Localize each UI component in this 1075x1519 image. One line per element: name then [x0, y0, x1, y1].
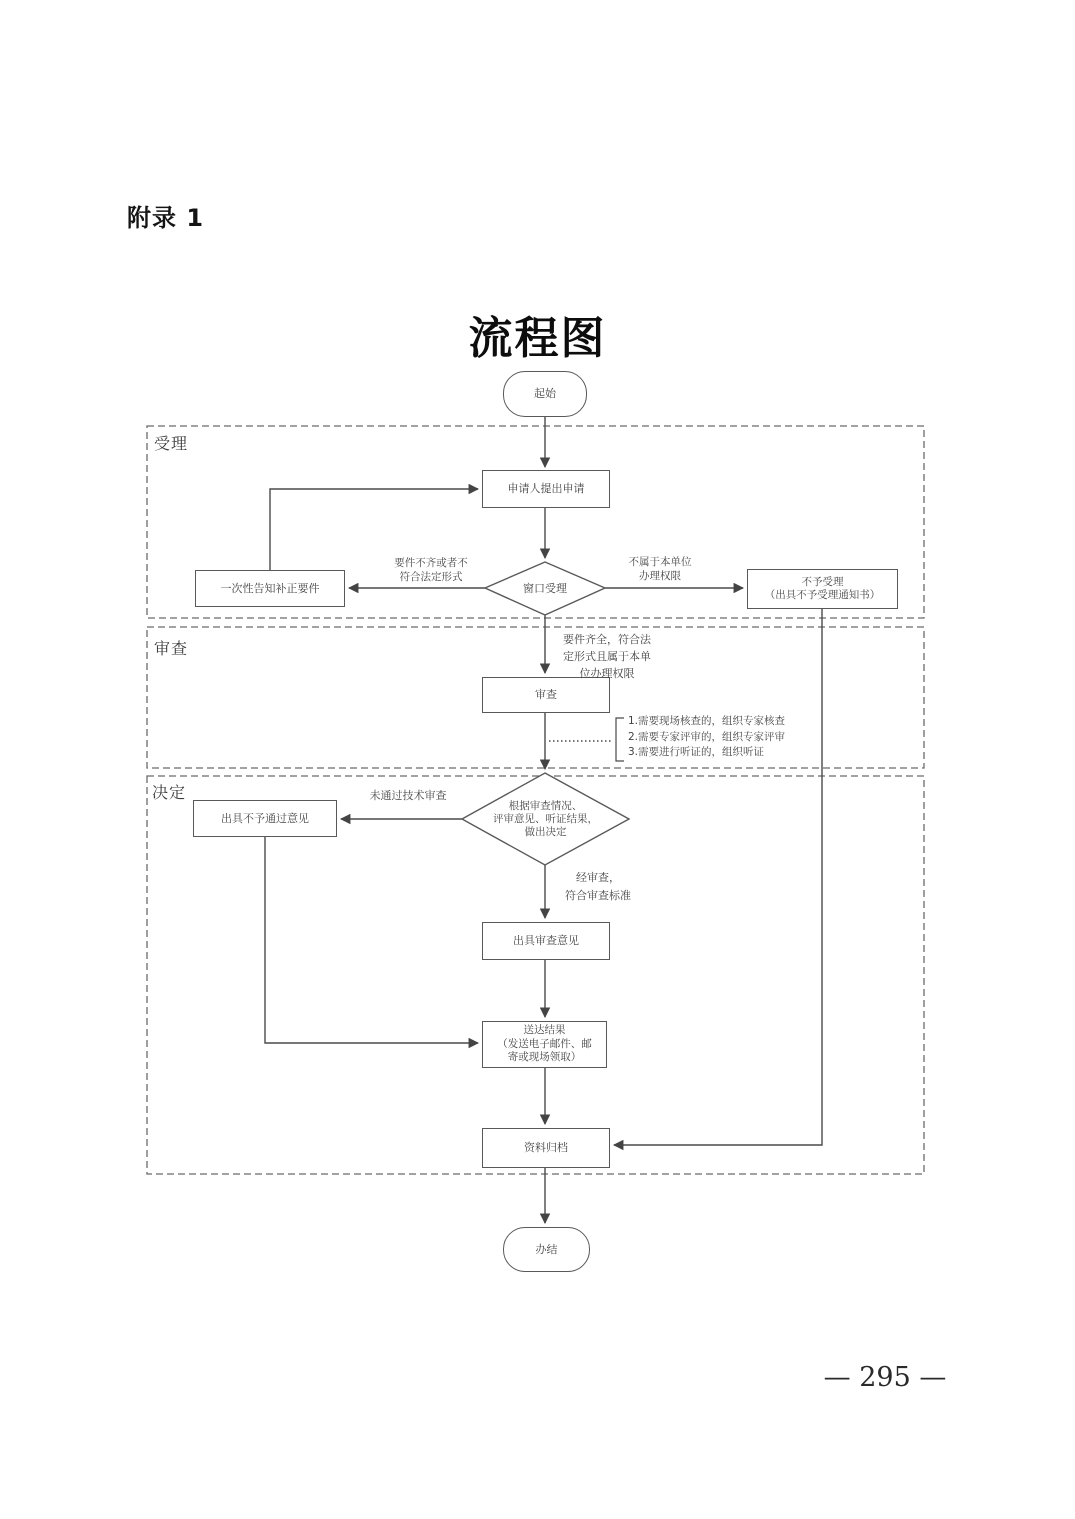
- edge-label-pass-review-line1: 经审查，: [576, 871, 620, 884]
- node-deliver-line1: 送达结果: [523, 1024, 566, 1037]
- section-decide-label: 决定: [152, 783, 187, 802]
- node-reject-line2: （出具不予受理通知书）: [764, 589, 881, 601]
- edge-label-complete-line2: 定形式且属于本单: [563, 650, 651, 663]
- edge-label-not-authority-line1: 不属于本单位: [628, 556, 692, 568]
- node-archive: 资料归档: [482, 1128, 610, 1168]
- edge-label-incomplete: [383, 556, 479, 584]
- node-no-pass: 出具不予通过意见: [193, 800, 337, 837]
- review-notes: [628, 714, 828, 761]
- edge-nopass-to-deliver: [265, 837, 478, 1043]
- node-reject-line1: 不予受理: [801, 576, 844, 588]
- node-start: 起始: [503, 371, 587, 417]
- review-note-2: 2.需要专家评审的，组织专家评审: [628, 730, 786, 743]
- edge-label-pass-review-line2: 符合审查标准: [565, 889, 631, 902]
- edge-label-not-authority-line2: 办理权限: [639, 570, 681, 582]
- diamond-decision-line3: 做出决定: [524, 825, 567, 838]
- page-title: 流程图: [468, 313, 607, 364]
- node-issue-opinion: 出具审查意见: [482, 922, 610, 960]
- page-number: — 295 —: [823, 1362, 947, 1393]
- diamond-decision-line1: 根据审查情况、: [508, 799, 583, 812]
- edge-label-fail-review: 未通过技术审查: [369, 789, 447, 802]
- notes-bracket: [616, 718, 624, 761]
- edge-label-not-authority: [618, 555, 702, 583]
- edge-label-incomplete-line1: 要件不齐或者不: [394, 557, 468, 569]
- section-accept-label: 受理: [154, 434, 189, 453]
- diamond-decision-line2: 评审意见、听证结果，: [493, 812, 598, 825]
- node-review: 审查: [482, 677, 610, 713]
- appendix-label: 附录 1: [127, 204, 205, 232]
- node-reject: [747, 569, 898, 609]
- edge-label-pass-review: [554, 869, 642, 905]
- review-note-1: 1.需要现场核查的，组织专家核查: [628, 715, 786, 727]
- node-deliver-line2: （发送电子邮件、邮: [497, 1037, 592, 1050]
- node-deliver: [482, 1021, 607, 1068]
- edge-label-complete: [556, 631, 658, 682]
- node-apply: 申请人提出申请: [482, 470, 610, 508]
- diamond-window-accept-label: 窗口受理: [523, 582, 567, 595]
- diamond-decision-label: [462, 797, 629, 841]
- node-notify-correct: 一次性告知补正要件: [195, 570, 345, 607]
- review-note-3: 3.需要进行听证的，组织听证: [628, 746, 765, 758]
- edge-label-complete-line3: 位办理权限: [579, 667, 635, 680]
- edge-reject-to-archive: [614, 608, 822, 1145]
- edge-label-complete-line1: 要件齐全，符合法: [563, 633, 651, 646]
- section-review-label: 审查: [154, 639, 189, 658]
- node-end: 办结: [503, 1227, 590, 1272]
- node-deliver-line3: 寄或现场领取）: [507, 1051, 582, 1064]
- edge-label-incomplete-line2: 符合法定形式: [399, 571, 463, 583]
